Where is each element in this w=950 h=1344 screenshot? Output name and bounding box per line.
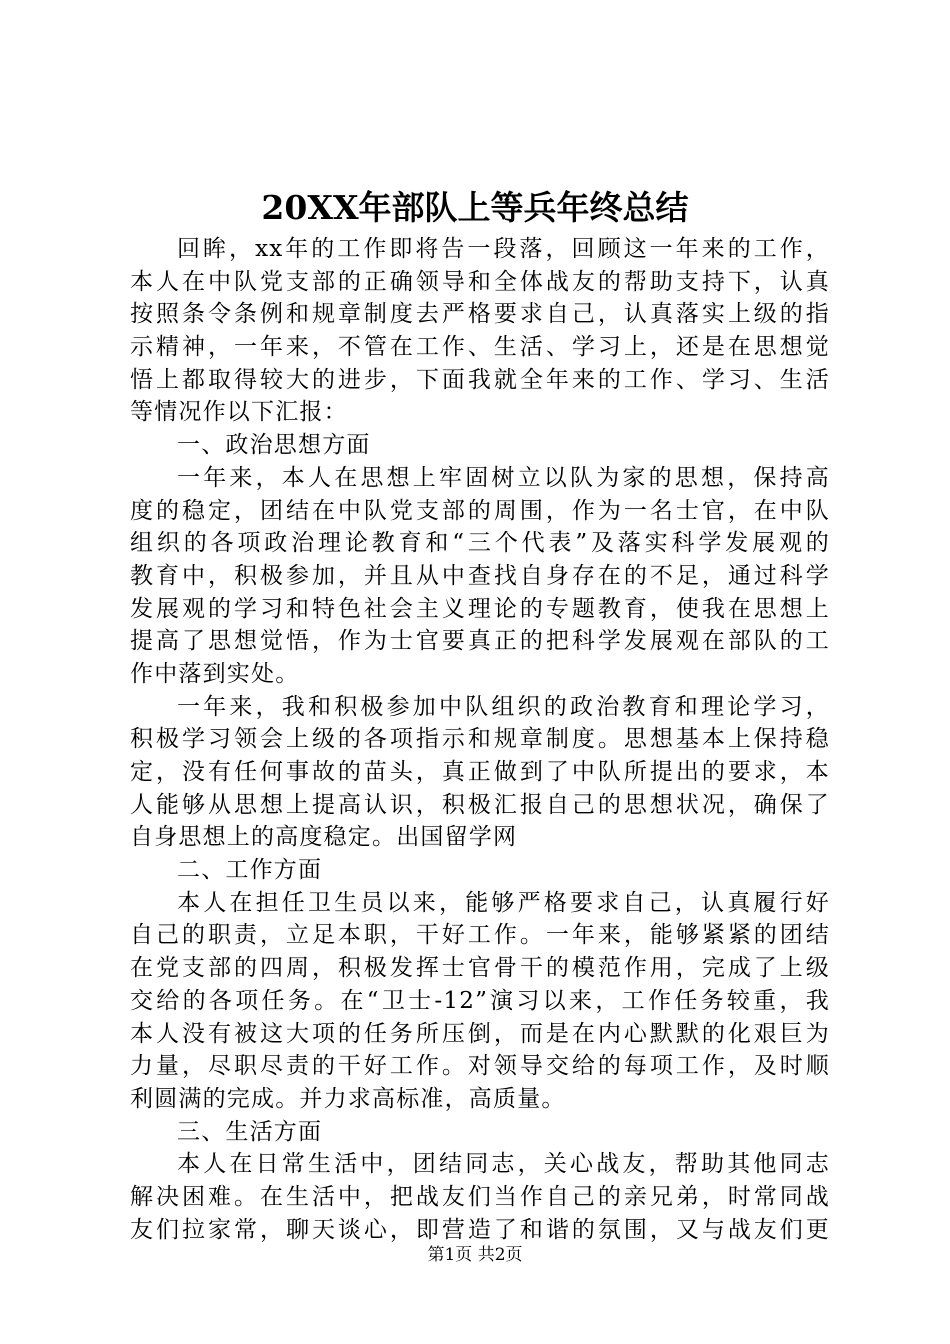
text-line: 组织的各项政治理论教育和“三个代表”及落实科学发展观的 bbox=[130, 530, 830, 557]
text-line: 友们拉家常，聊天谈心，即营造了和谐的氛围，又与战友们更 bbox=[130, 1216, 830, 1243]
text-line: 自己的职责，立足本职，干好工作。一年来，能够紧紧的团结 bbox=[130, 922, 830, 949]
text-line: 作中落到实处。 bbox=[130, 660, 300, 687]
text-line: 本人在日常生活中，团结同志，关心战友，帮助其他同志 bbox=[177, 1151, 830, 1178]
document-body bbox=[130, 233, 830, 1246]
text-line: 本人在担任卫生员以来，能够严格要求自己，认真履行好 bbox=[177, 889, 830, 916]
text-line: 示精神，一年来，不管在工作、生活、学习上，还是在思想觉 bbox=[130, 334, 830, 361]
text-line: 提高了思想觉悟，作为士官要真正的把科学发展观在部队的工 bbox=[130, 628, 830, 655]
text-line: 交给的各项任务。在“卫士-12”演习以来，工作任务较重，我 bbox=[130, 987, 830, 1014]
text-line: 等情况作以下汇报： bbox=[130, 399, 348, 426]
text-line: 本人在中队党支部的正确领导和全体战友的帮助支持下，认真 bbox=[130, 268, 830, 295]
text-line: 力量，尽职尽责的干好工作。对领导交给的每项工作，及时顺 bbox=[130, 1053, 830, 1080]
text-line: 教育中，积极参加，并且从中查找自身存在的不足，通过科学 bbox=[130, 562, 830, 589]
text-line: 按照条令条例和规章制度去严格要求自己，认真落实上级的指 bbox=[130, 301, 830, 328]
text-line: 自身思想上的高度稳定。出国留学网 bbox=[130, 824, 518, 851]
text-line: 利圆满的完成。并力求高标准，高质量。 bbox=[130, 1085, 566, 1112]
text-line: 三、生活方面 bbox=[177, 1118, 323, 1145]
text-line: 发展观的学习和特色社会主义理论的专题教育，使我在思想上 bbox=[130, 595, 830, 622]
text-line: 解决困难。在生活中，把战友们当作自己的亲兄弟，时常同战 bbox=[130, 1183, 830, 1210]
page-footer: 第1页 共2页 bbox=[427, 1245, 523, 1265]
text-line: 本人没有被这大项的任务所压倒，而是在内心默默的化艰巨为 bbox=[130, 1020, 830, 1047]
text-line: 一、政治思想方面 bbox=[177, 432, 371, 459]
text-line: 回眸，xx年的工作即将告一段落，回顾这一年来的工作， bbox=[177, 236, 830, 262]
text-line: 定，没有任何事故的苗头，真正做到了中队所提出的要求，本 bbox=[130, 759, 830, 785]
text-line: 二、工作方面 bbox=[177, 857, 323, 884]
text-line: 一年来，我和积极参加中队组织的政治教育和理论学习， bbox=[177, 693, 830, 720]
document-title: 20XX年部队上等兵年终总结 bbox=[261, 188, 689, 227]
text-line: 积极学习领会上级的各项指示和规章制度。思想基本上保持稳 bbox=[130, 726, 830, 753]
text-line: 悟上都取得较大的进步，下面我就全年来的工作、学习、生活 bbox=[130, 366, 830, 393]
text-line: 一年来，本人在思想上牢固树立以队为家的思想，保持高 bbox=[177, 464, 830, 491]
text-line: 度的稳定，团结在中队党支部的周围，作为一名士官，在中队 bbox=[130, 497, 830, 524]
text-line: 在党支部的四周，积极发挥士官骨干的模范作用，完成了上级 bbox=[130, 955, 830, 982]
text-line: 人能够从思想上提高认识，积极汇报自己的思想状况，确保了 bbox=[130, 791, 830, 818]
